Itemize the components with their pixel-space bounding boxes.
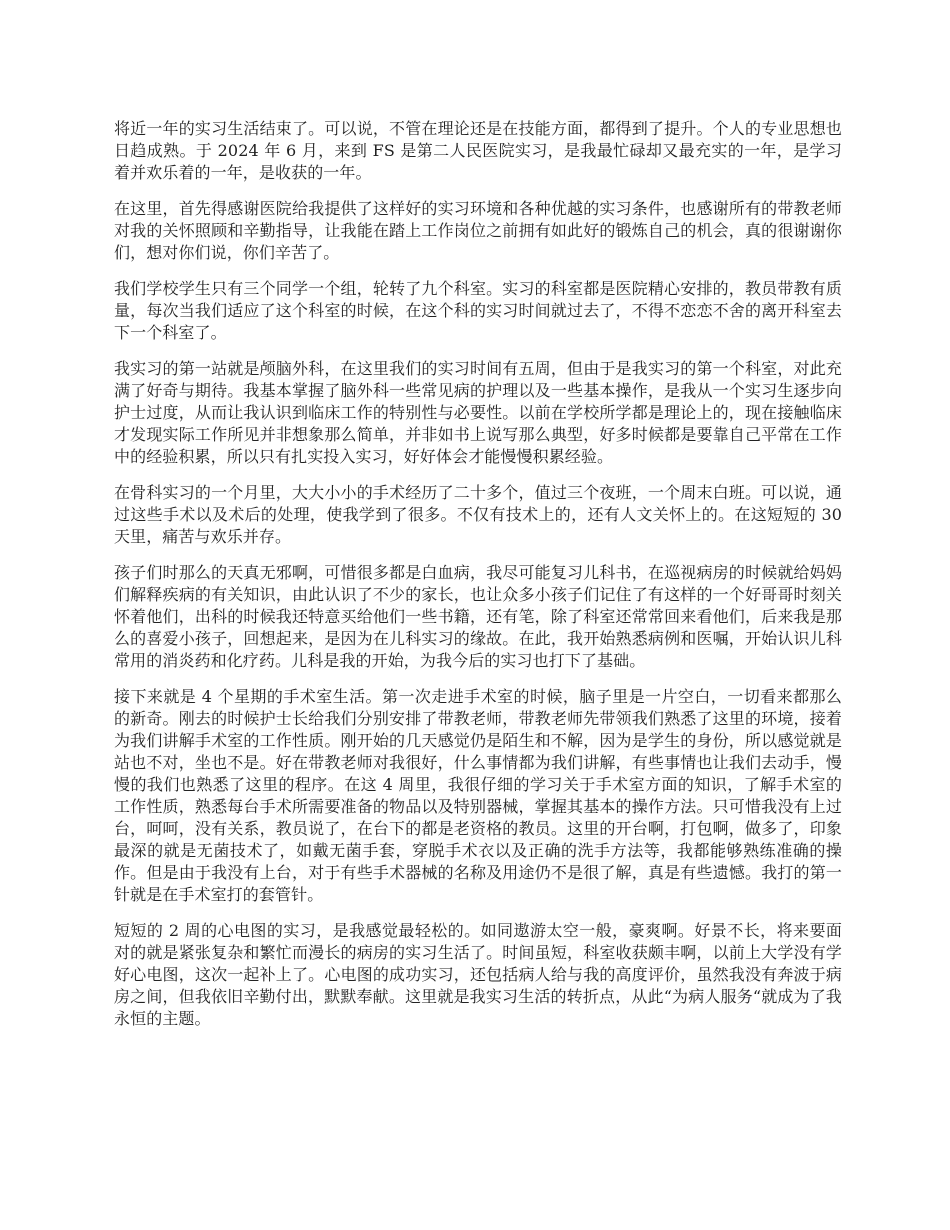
paragraph: 将近一年的实习生活结束了。可以说，不管在理论还是在技能方面，都得到了提升。个人的专业思想也日趋成熟。于 2024 年 6 月，来到 FS 是第二人民医院实习，是我最忙碌却又最充实的一年，是学习着并欢乐着的一年，是收获的一年。: [114, 119, 842, 182]
paragraph: 短短的 2 周的心电图的实习，是我感觉最轻松的。如同遨游太空一般，豪爽啊。好景不长，将来要面对的就是紧张复杂和繁忙而漫长的病房的实习生活了。时间虽短，科室收获颇丰啊，以前上大学没有学好心电图，这次一起补上了。心电图的成功实习，还包括病人给与我的高度评价，虽然我没有奔波于病房之间，但我依旧辛勤付出，默默奉献。这里就是我实习生活的转折点，从此“为病人服务“就成为了我永恒的主题。: [114, 921, 842, 1028]
paragraph: 接下来就是 4 个星期的手术室生活。第一次走进手术室的时候，脑子里是一片空白，一切看来都那么的新奇。刚去的时候护士长给我们分别安排了带教老师，带教老师先带领我们熟悉了这里的环境，接着为我们讲解手术室的工作性质。刚开始的几天感觉仍是陌生和不解，因为是学生的身份，所以感觉就是站也不对，坐也不是。好在带教老师对我很好，什么事情都为我们讲解，有些事情也让我们去动手，慢慢的我们也熟悉了这里的程序。在这 4 周里，我很仔细的学习关于手术室方面的知识，了解手术室的工作性质，熟悉每台手术所需要准备的物品以及特别器械，掌握其基本的操作方法。只可惜我没有上过台，呵呵，没有关系，教员说了，在台下的都是老资格的教员。这里的开台啊，打包啊，做多了，印象最深的就是无菌技术了，如戴无菌手套，穿脱手术衣以及正确的洗手方法等，我都能够熟练准确的操作。但是由于我没有上台，对于有些手术器械的名称及用途仍不是很了解，真是有些遗憾。我打的第一针就是在手术室打的套管针。: [114, 687, 842, 904]
paragraph: 在骨科实习的一个月里，大大小小的手术经历了二十多个，值过三个夜班，一个周末白班。可以说，通过这些手术以及术后的处理，使我学到了很多。不仅有技术上的，还有人文关怀上的。在这短短的 30 天里，痛苦与欢乐并存。: [114, 483, 842, 546]
document-body: [114, 118, 842, 1044]
paragraph: 孩子们时那么的天真无邪啊，可惜很多都是白血病，我尽可能复习儿科书，在巡视病房的时候就给妈妈们解释疾病的有关知识，由此认识了不少的家长，也让众多小孩子们记住了有这样的一个好哥哥时刻关怀着他们，出科的时候我还特意买给他们一些书籍，还有笔，除了科室还常常回来看他们，后来我是那么的喜爱小孩子，回想起来，是因为在儿科实习的缘故。在此，我开始熟悉病例和医嘱，开始认识儿科常用的消炎药和化疗药。儿科是我的开始，为我今后的实习也打下了基础。: [114, 563, 842, 670]
paragraph: 在这里，首先得感谢医院给我提供了这样好的实习环境和各种优越的实习条件，也感谢所有的带教老师对我的关怀照顾和辛勤指导，让我能在踏上工作岗位之前拥有如此好的锻炼自己的机会，真的很谢谢你们，想对你们说，你们辛苦了。: [114, 199, 842, 262]
paragraph: 我实习的第一站就是颅脑外科，在这里我们的实习时间有五周，但由于是我实习的第一个科室，对此充满了好奇与期待。我基本掌握了脑外科一些常见病的护理以及一些基本操作，是我从一个实习生逐步向护士过度，从而让我认识到临床工作的特别性与必要性。以前在学校所学都是理论上的，现在接触临床才发现实际工作所见并非想象那么简单，并非如书上说写那么典型，好多时候都是要靠自己平常在工作中的经验积累，所以只有扎实投入实习，好好体会才能慢慢积累经验。: [114, 359, 842, 466]
paragraph: 我们学校学生只有三个同学一个组，轮转了九个科室。实习的科室都是医院精心安排的，教员带教有质量，每次当我们适应了这个科室的时候，在这个科的实习时间就过去了，不得不恋恋不舍的离开科室去下一个科室了。: [114, 279, 842, 342]
